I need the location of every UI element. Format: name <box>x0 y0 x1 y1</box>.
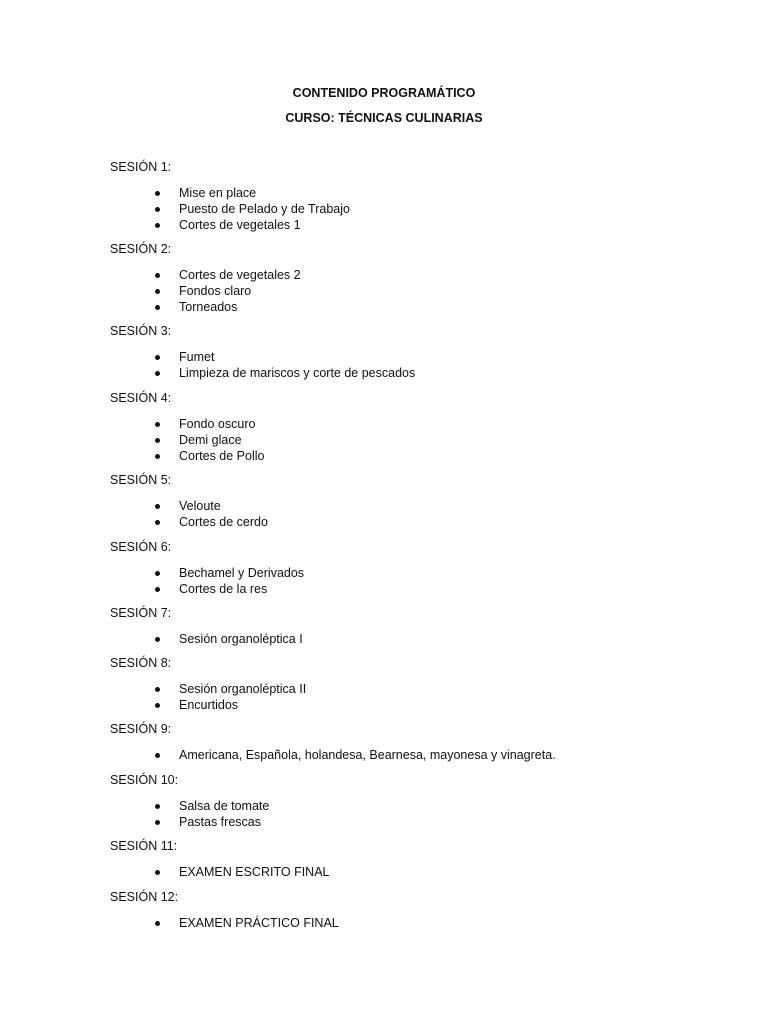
bullet-icon <box>155 753 160 758</box>
topic-text: Cortes de cerdo <box>179 515 268 529</box>
bullet-icon <box>155 438 160 443</box>
topic-text: Bechamel y Derivados <box>179 566 305 580</box>
document-title: CONTENIDO PROGRAMÁTICO <box>292 86 476 100</box>
bullet-icon <box>155 223 160 228</box>
course-subtitle: CURSO: TÉCNICAS CULINARIAS <box>285 111 483 125</box>
topic-text: Sesión organoléptica II <box>179 682 307 696</box>
topic-text: Cortes de Pollo <box>179 449 265 463</box>
bullet-icon <box>155 820 160 825</box>
bullet-icon <box>155 191 160 196</box>
topic-text: Cortes de vegetales 1 <box>179 218 301 232</box>
session-label: SESIÓN 10: <box>110 773 179 787</box>
bullet-icon <box>155 637 160 642</box>
topic-text: Puesto de Pelado y de Trabajo <box>179 202 350 216</box>
bullet-icon <box>155 571 160 576</box>
session-label: SESIÓN 5: <box>110 473 172 487</box>
topic-text: Americana, Española, holandesa, Bearnesa, mayonesa y vinagreta. <box>179 748 556 762</box>
topic-text: Fondo oscuro <box>179 417 256 431</box>
topic-text: Cortes de la res <box>179 582 268 596</box>
session-label: SESIÓN 11: <box>110 839 178 853</box>
topic-text: Fumet <box>179 350 215 364</box>
bullet-icon <box>155 870 160 875</box>
bullet-icon <box>155 289 160 294</box>
bullet-icon <box>155 371 160 376</box>
bullet-icon <box>155 520 160 525</box>
topic-text: EXAMEN ESCRITO FINAL <box>179 865 330 879</box>
topic-text: Cortes de vegetales 2 <box>179 268 301 282</box>
session-label: SESIÓN 9: <box>110 722 172 736</box>
session-label: SESIÓN 3: <box>110 324 172 338</box>
bullet-icon <box>155 804 160 809</box>
session-label: SESIÓN 4: <box>110 391 172 405</box>
session-label: SESIÓN 2: <box>110 242 172 256</box>
topic-text: Mise en place <box>179 186 257 200</box>
session-label: SESIÓN 7: <box>110 606 172 620</box>
topic-text: Veloute <box>179 499 221 513</box>
bullet-icon <box>155 355 160 360</box>
bullet-icon <box>155 703 160 708</box>
topic-text: Torneados <box>179 300 238 314</box>
bullet-icon <box>155 687 160 692</box>
bullet-icon <box>155 273 160 278</box>
topic-text: Salsa de tomate <box>179 799 270 813</box>
bullet-icon <box>155 504 160 509</box>
bullet-icon <box>155 587 160 592</box>
session-label: SESIÓN 1: <box>110 160 172 174</box>
topic-text: Encurtidos <box>179 698 239 712</box>
bullet-icon <box>155 454 160 459</box>
bullet-icon <box>155 305 160 310</box>
topic-text: Limpieza de mariscos y corte de pescados <box>179 366 416 380</box>
bullet-icon <box>155 921 160 926</box>
session-label: SESIÓN 8: <box>110 656 172 670</box>
topic-text: Pastas frescas <box>179 815 261 829</box>
topic-text: Demi glace <box>179 433 242 447</box>
topic-text: Sesión organoléptica I <box>179 632 303 646</box>
session-label: SESIÓN 6: <box>110 540 172 554</box>
session-label: SESIÓN 12: <box>110 890 179 904</box>
bullet-icon <box>155 422 160 427</box>
topic-text: Fondos claro <box>179 284 252 298</box>
bullet-icon <box>155 207 160 212</box>
topic-text: EXAMEN PRÁCTICO FINAL <box>179 916 339 930</box>
